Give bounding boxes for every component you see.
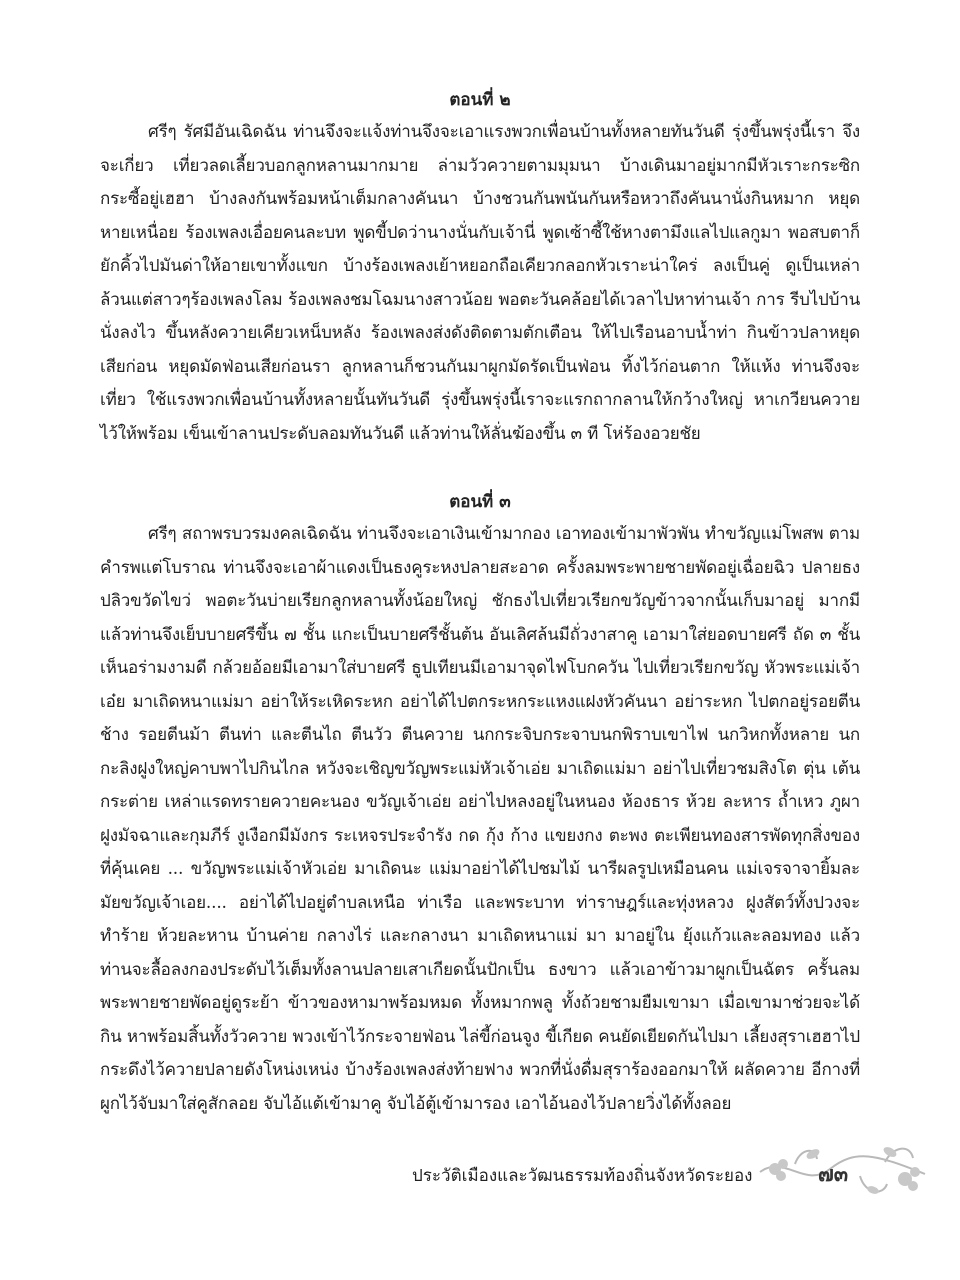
footer-title: ประวัติเมืองและวัฒนธรรมท้องถิ่นจังหวัดระยอง	[412, 1166, 753, 1186]
section-3-heading: ตอนที่ ๓	[449, 492, 511, 512]
section-2-heading: ตอนที่ ๒	[449, 90, 511, 110]
section-2	[100, 86, 860, 451]
section-3-body: ศรีๆ สถาพรบวรมงคลเฉิดฉัน ท่านจึงจะเอาเงินเข้ามากอง เอาทองเข้ามาพัวพัน ทำขวัญแม่โพสพ ตามคำรพแต่โบราณ ท่านจึงจะเอาผ้าแดงเป็นธงคูระหงปลายสะอาด ครั้งลมพระพายชายพัดอยู่เฉื่อยฉิว ปลายธงปลิวขวัดไขว่ พอตะวันบ่ายเรียกลูกหลานทั้งน้อยใหญ่ ชักธงไปเที่ยวเรียกขวัญข้าวจากนั้นเก็บมาอยู่ มากมี แล้วท่านจึงเย็บบายศรีขึ้น ๗ ชั้น แกะเป็นบายศรีชั้นต้น อันเลิศล้นมีถั่วงาสาคู เอามาใส่ยอดบายศรี ถัด ๓ ชั้น เห็นอร่ามงามดี กล้วยอ้อยมีเอามาใส่บายศรี ธูปเทียนมีเอามาจุดไฟโบกควัน ไปเที่ยวเรียกขวัญ หัวพระแม่เจ้าเอ๋ย มาเถิดหนาแม่มา อย่าให้ระเหิดระหก อย่าได้ไปตกระหกระแหงแฝงหัวคันนา อย่าระหก ไปตกอยู่รอยตีนช้าง รอยตีนม้า ตีนท่า และตีนไถ ตีนวัว ตีนควาย นกกระจิบกระจาบนกพิราบเขาไฟ นกวิหกทั้งหลาย นกกะลิงฝูงใหญ่คาบพาไปกินไกล หวังจะเชิญขวัญพระแม่หัวเจ้าเอ่ย มาเถิดแม่มา อย่าไปเที่ยวชมสิงโต ตุ่น เต้น กระต่าย เหล่าแรดทรายควายคะนอง ขวัญเจ้าเอ่ย อย่าไปหลงอยู่ในหนอง ห้องธาร ห้วย ละหาร ถ้ำเหว ภูผา ฝูงมัจฉาและกุมภีร์ งูเงือกมีมังกร ระเหจรประจำรัง กด กุ้ง ก้าง แขยงกง ตะพง ตะเพียนทองสารพัดทุกสิ่งของที่คุ้นเคย ... ขวัญพระแม่เจ้าหัวเอ่ย มาเถิดนะ แม่มาอย่าได้ไปชมไม้ นารีผลรูปเหมือนคน แม่เจรจาจายิ้มละมัยขวัญเจ้าเอย.... อย่าได้ไปอยู่ตำบลเหนือ ท่าเรือ และพระบาท ท่าราษฎร์และทุ่งหลวง ฝูงสัตว์ทั้งปวงจะทำร้าย ห้วยละหาน บ้านค่าย กลางไร่ และกลางนา มาเถิดหนาแม่ มา มาอยู่ใน ยุ้งแก้วและลอมทอง แล้วท่านจะลื้อลงกองประดับไว้เต็มทั้งลานปลายเสาเกียดนั้นปักเป็น ธงขาว แล้วเอาข้าวมาผูกเป็นฉัตร ครั้นลมพระพายชายพัดอยู่ดูระย้า ข้าวของหามาพร้อมหมด ทั้งหมากพลู ทั้งถ้วยชามยืมเขามา เมื่อเขามาช่วยจะได้กิน หาพร้อมสิ้นทั้งวัวควาย พวงเข้าไว้กระจายฟ่อน ไล่ขี้ก่อนจูง ขี้เกียด คนยัดเยียดกันไปมา เลี้ยงสุราเฮฮาไป กระดึงไว้ควายปลายดังโหน่งเหน่ง บ้างร้องเพลงส่งท้ายฟาง พวกที่นั่งดื่มสุราร้องออกมาให้ ผลัดควาย อีกางที่ผูกไว้จับมาใส่คูสักลอย จับไอ้แต้เข้ามาคู จับไอ้ตู้เข้ามารอง เอาไอ้นองไว้ปลายวิ่งได้ทั้งลอย	[100, 524, 860, 1114]
section-2-body: ศรีๆ รัศมีอันเฉิดฉัน ท่านจึงจะแจ้งท่านจึงจะเอาแรงพวกเพื่อนบ้านทั้งหลายทันวันดี รุ่งขึ้นพรุ่งนี้เรา จึงจะเกี่ยว เที่ยวลดเลี้ยวบอกลูกหลานมากมาย ล่ามวัวควายตามมุมนา บ้างเดินมาอยู่มากมีหัวเราะกระซิก กระซี้อยู่เฮฮา บ้างลงกันพร้อมหน้าเต็มกลางคันนา บ้างชวนกันพนันกันหรือหวาถึงคันนานั่งกินหมาก หยุดหายเหนื่อย ร้องเพลงเอื่อยคนละบท พูดขี้ปดว่านางนั่นกับเจ้านี่ พูดเซ้าซี้ใช้หางตามึงแลไปแลกูมา พอสบตาก็ยักคิ้วไปมันด่าให้อายเขาทั้งแขก บ้างร้องเพลงเย้าหยอกถือเคียวกลอกหัวเราะน่าใคร่ ลงเป็นคู่ ดูเป็นเหล่า ล้วนแต่สาวๆร้องเพลงโลม ร้องเพลงชมโฉมนางสาวน้อย พอตะวันคล้อยได้เวลาไปหาท่านเจ้า การ รีบไปบ้านนั่งลงไว ขึ้นหลังควายเคียวเหน็บหลัง ร้องเพลงส่งดังติดตามตักเตือน ให้ไปเรือนอาบน้ำท่า กินข้าวปลาหยุดเสียก่อน หยุดมัดฟ่อนเสียก่อนรา ลูกหลานก็ชวนกันมาผูกมัดรัดเป็นฟ่อน ทิ้งไว้ก่อนตาก ให้แห้ง ท่านจึงจะเที่ยว ใช้แรงพวกเพื่อนบ้านทั้งหลายนั้นทันวันดี รุ่งขึ้นพรุ่งนี้เราจะแรกถากลานให้กว้างใหญ่ หาเกวียนควายไว้ให้พร้อม เข็นเข้าลานประดับลอมทันวันดี แล้วท่านให้ลั่นฆ้องขึ้น ๓ ที โห่ร้องอวยชัย	[100, 122, 860, 444]
page-number: ๗๓	[818, 1161, 849, 1186]
section-3	[100, 488, 860, 1121]
